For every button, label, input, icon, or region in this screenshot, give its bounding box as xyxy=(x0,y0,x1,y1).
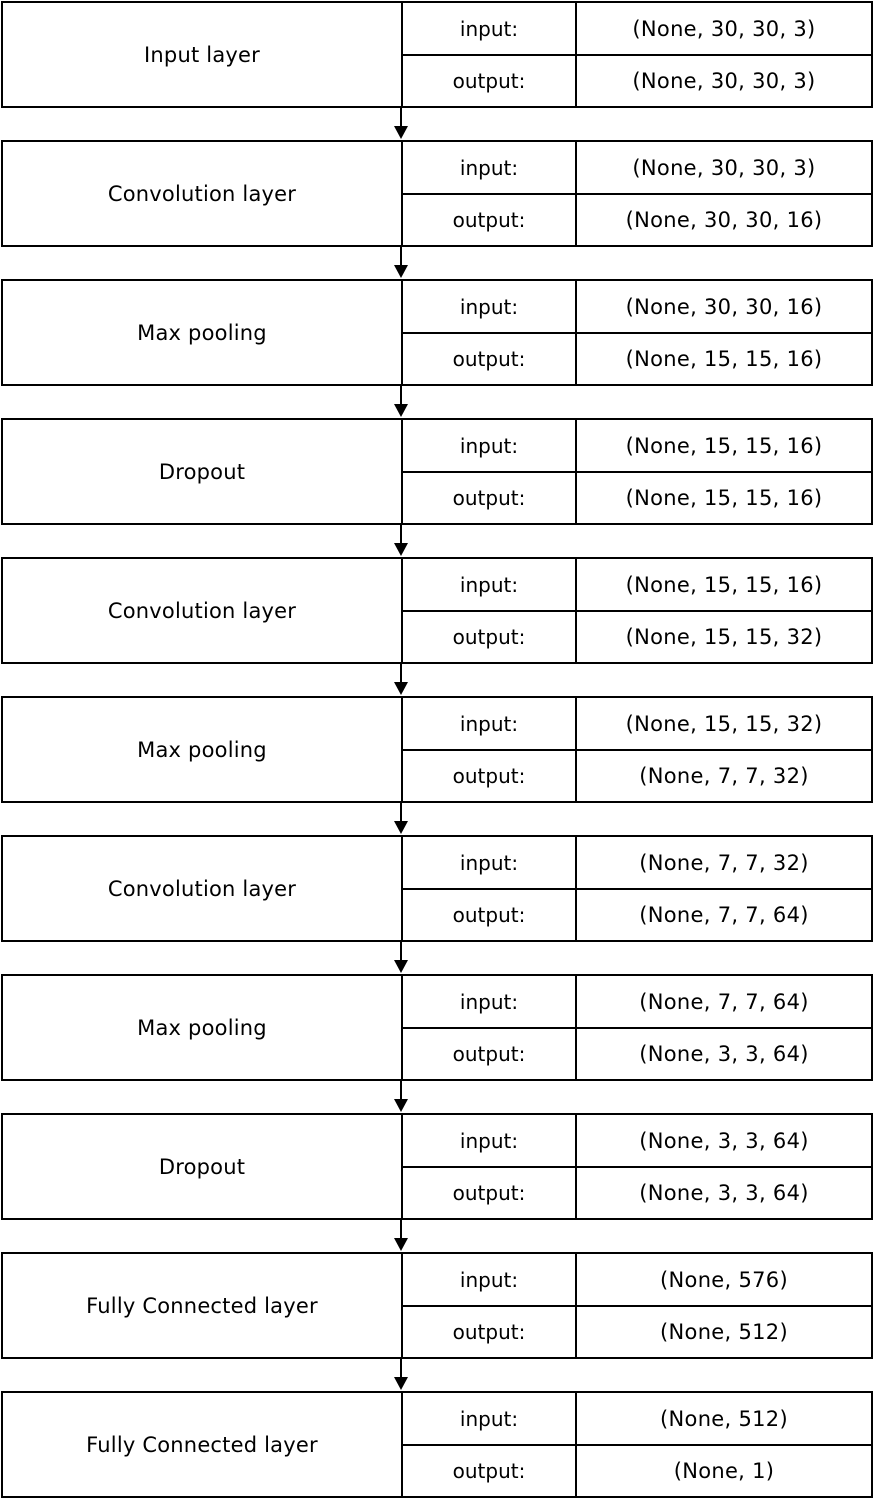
arrow-down-icon xyxy=(394,126,408,139)
layer-name: Convolution layer xyxy=(3,559,403,662)
output-row xyxy=(403,751,871,801)
input-row xyxy=(403,420,871,473)
arrow-down-icon xyxy=(394,821,408,834)
output-row xyxy=(403,473,871,523)
arrow-down-icon xyxy=(394,1099,408,1112)
output-row xyxy=(403,334,871,384)
input-shape: (None, 512) xyxy=(660,1406,788,1431)
output-shape: (None, 15, 15, 16) xyxy=(625,486,823,510)
input-shape: (None, 7, 7, 32) xyxy=(639,850,809,875)
output-row xyxy=(403,1307,871,1357)
input-label: input: xyxy=(403,698,577,749)
input-label: input: xyxy=(403,142,577,193)
layer-block xyxy=(1,696,873,803)
connector-line xyxy=(400,246,402,267)
layer-block xyxy=(1,1391,873,1498)
input-shape: (None, 30, 30, 16) xyxy=(625,294,823,319)
output-shape: (None, 1) xyxy=(673,1459,775,1483)
output-label: output: xyxy=(403,56,577,106)
input-row xyxy=(403,142,871,195)
output-label: output: xyxy=(403,612,577,662)
input-label: input: xyxy=(403,3,577,54)
output-label: output: xyxy=(403,1029,577,1079)
output-label: output: xyxy=(403,195,577,245)
output-shape: (None, 15, 15, 32) xyxy=(625,625,823,649)
layer-block xyxy=(1,1,873,108)
output-label: output: xyxy=(403,1168,577,1218)
output-row xyxy=(403,195,871,245)
input-row xyxy=(403,281,871,334)
output-shape: (None, 30, 30, 16) xyxy=(625,208,823,232)
layer-name: Fully Connected layer xyxy=(3,1393,403,1496)
output-shape: (None, 7, 7, 32) xyxy=(639,764,809,788)
input-label: input: xyxy=(403,559,577,610)
layer-name: Max pooling xyxy=(3,976,403,1079)
input-shape: (None, 15, 15, 16) xyxy=(625,433,823,458)
arrow-down-icon xyxy=(394,1238,408,1251)
arrow-down-icon xyxy=(394,682,408,695)
connector-line xyxy=(400,107,402,128)
input-label: input: xyxy=(403,1254,577,1305)
output-shape: (None, 512) xyxy=(660,1320,788,1344)
arrow-down-icon xyxy=(394,543,408,556)
output-row xyxy=(403,612,871,662)
layer-name: Max pooling xyxy=(3,281,403,384)
output-row xyxy=(403,1168,871,1218)
layer-name: Convolution layer xyxy=(3,142,403,245)
input-row xyxy=(403,559,871,612)
layer-block xyxy=(1,279,873,386)
layer-name: Dropout xyxy=(3,1115,403,1218)
input-row xyxy=(403,3,871,56)
input-row xyxy=(403,1393,871,1446)
input-label: input: xyxy=(403,976,577,1027)
output-shape: (None, 30, 30, 3) xyxy=(632,69,816,93)
output-label: output: xyxy=(403,751,577,801)
input-shape: (None, 30, 30, 3) xyxy=(632,16,816,41)
connector-line xyxy=(400,1219,402,1240)
layer-block xyxy=(1,1113,873,1220)
output-row xyxy=(403,890,871,940)
layer-block xyxy=(1,140,873,247)
layer-name: Dropout xyxy=(3,420,403,523)
input-label: input: xyxy=(403,281,577,332)
output-shape: (None, 3, 3, 64) xyxy=(639,1042,809,1066)
arrow-down-icon xyxy=(394,404,408,417)
arrow-down-icon xyxy=(394,960,408,973)
arrow-down-icon xyxy=(394,265,408,278)
input-shape: (None, 15, 15, 16) xyxy=(625,572,823,597)
connector-line xyxy=(400,1358,402,1379)
input-label: input: xyxy=(403,1393,577,1444)
input-shape: (None, 3, 3, 64) xyxy=(639,1128,809,1153)
input-shape: (None, 7, 7, 64) xyxy=(639,989,809,1014)
output-label: output: xyxy=(403,1307,577,1357)
output-shape: (None, 3, 3, 64) xyxy=(639,1181,809,1205)
output-shape: (None, 7, 7, 64) xyxy=(639,903,809,927)
input-row xyxy=(403,976,871,1029)
layer-block xyxy=(1,974,873,1081)
connector-line xyxy=(400,524,402,545)
layer-name: Convolution layer xyxy=(3,837,403,940)
output-label: output: xyxy=(403,473,577,523)
input-row xyxy=(403,1115,871,1168)
input-label: input: xyxy=(403,420,577,471)
input-label: input: xyxy=(403,837,577,888)
input-shape: (None, 30, 30, 3) xyxy=(632,155,816,180)
layer-block xyxy=(1,1252,873,1359)
connector-line xyxy=(400,663,402,684)
layer-name: Max pooling xyxy=(3,698,403,801)
layer-block xyxy=(1,835,873,942)
connector-line xyxy=(400,385,402,406)
connector-line xyxy=(400,941,402,962)
arrow-down-icon xyxy=(394,1377,408,1390)
input-row xyxy=(403,698,871,751)
output-row xyxy=(403,1446,871,1496)
connector-line xyxy=(400,802,402,823)
connector-line xyxy=(400,1080,402,1101)
layer-block xyxy=(1,557,873,664)
input-row xyxy=(403,1254,871,1307)
output-label: output: xyxy=(403,334,577,384)
output-row xyxy=(403,1029,871,1079)
output-row xyxy=(403,56,871,106)
input-shape: (None, 576) xyxy=(660,1267,788,1292)
layer-name: Fully Connected layer xyxy=(3,1254,403,1357)
output-label: output: xyxy=(403,1446,577,1496)
layer-name: Input layer xyxy=(3,3,403,106)
input-row xyxy=(403,837,871,890)
layer-block xyxy=(1,418,873,525)
output-shape: (None, 15, 15, 16) xyxy=(625,347,823,371)
output-label: output: xyxy=(403,890,577,940)
input-shape: (None, 15, 15, 32) xyxy=(625,711,823,736)
input-label: input: xyxy=(403,1115,577,1166)
